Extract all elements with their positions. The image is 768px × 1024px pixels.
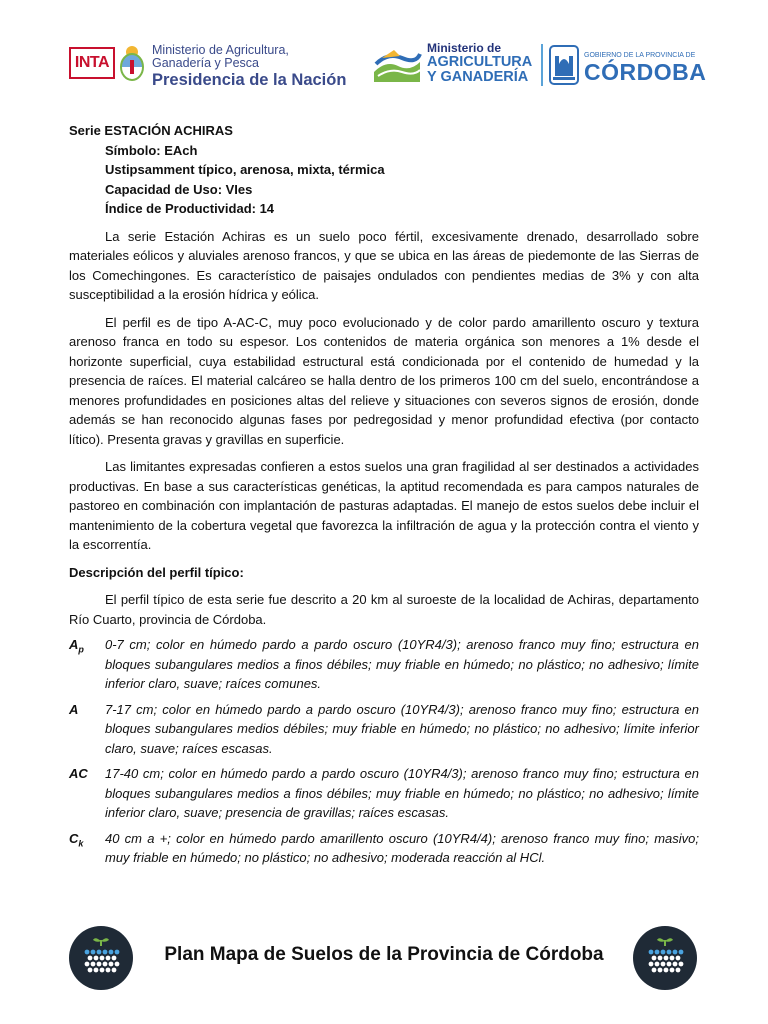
ministerio-nacion-line1: Ministerio de Agricultura, bbox=[152, 43, 289, 57]
horizon-label: AC bbox=[69, 766, 88, 781]
footer bbox=[0, 920, 768, 1000]
serie-title: Serie ESTACIÓN ACHIRAS bbox=[69, 123, 233, 138]
cordoba-cathedral-icon bbox=[547, 44, 581, 86]
presidencia-label: Presidencia de la Nación bbox=[152, 71, 347, 89]
horizon-ck bbox=[69, 829, 699, 868]
horizon-a bbox=[69, 700, 699, 759]
profile-intro: El perfil típico de esta serie fue descrito a 20 km al suroeste de la localidad de Achiras, departamento Río Cuarto, provincia de Córdoba. bbox=[69, 592, 699, 627]
paragraph-descripcion: La serie Estación Achiras es un suelo poco fértil, excesivamente drenado, desarrollado sobre materiales eólicos y aluviales arenoso francos, y que se ubica en las áreas de piedemonte de las Sierras de los Comechingones. Es característico de paisajes ondulados con pendientes medias de 3% y con alta susceptibilidad a la erosión hídrica y eólica. bbox=[69, 228, 699, 302]
paragraph-limitantes: Las limitantes expresadas confieren a estos suelos una gran fragilidad al ser destinados a actividades productivas. En base a sus características genéticas, la aptitud recomendada es para campos naturales de pastoreo en combinación con implantación de pasturas adaptadas. El manejo de estos suelos debe incluir el mantenimiento de la cobertura vegetal que favorezca la infiltración de agua y la protección contra el viento y la escorrentía. bbox=[69, 459, 699, 552]
gobierno-label: GOBIERNO DE LA PROVINCIA DE bbox=[584, 52, 696, 59]
inta-logo bbox=[69, 47, 115, 79]
paragraph-perfil: El perfil es de tipo A-AC-C, muy poco evolucionado y de color pardo amarillento oscuro y textura arenoso franca en todo su espesor. Los contenidos de materia orgánica son menores a 1% desde el horizonte superficial, cuya estabilidad estructural está condicionada por el contenido de humedad y la presencia de raíces. El material calcáreo se halla dentro de los primeros 100 cm del suelo, encontrándose a menores profundidades en posiciones altas del relieve y situaciones con severos signos de erosión, donde además se han reconocido algunas fases por pedregosidad y menor profundidad efectiva (por contacto lítico). Presenta gravas y gravillas en superficie. bbox=[69, 314, 699, 447]
inta-logo-text: INTA bbox=[74, 54, 110, 71]
horizon-label: $C_k$ bbox=[69, 830, 84, 849]
ministerio-agricultura-line1: Ministerio de bbox=[427, 41, 502, 55]
ministerio-agricultura-line3: Y GANADERÍA bbox=[427, 69, 529, 85]
soil-plan-badge-left bbox=[69, 926, 133, 990]
horizon-description: 40 cm a +; color en húmedo pardo amarillento oscuro (10YR4/4); arenoso franco muy fino; masivo; muy friable en húmedo; no plástico; no adhesivo; moderada reacción al HCl. bbox=[105, 830, 699, 865]
horizon-label: A bbox=[69, 701, 79, 717]
document-body bbox=[69, 121, 699, 868]
horizon-description: 0-7 cm; color en húmedo pardo a pardo oscuro (10YR4/3); arenoso franco muy fino; estructura en bloques subangulares medios a finos débiles; muy friable en húmedo; no plástico; no adhesivo; límite inferior claro, suave; raíces comunes. bbox=[105, 637, 699, 691]
section-title: Descripción del perfil típico: bbox=[69, 564, 244, 580]
agricultura-landscape-icon bbox=[372, 46, 422, 84]
horizon-description: 17-40 cm; color en húmedo pardo a pardo oscuro (10YR4/3); arenoso franco muy fino; estructura en bloques subangulares medios a finos débiles; muy friable en húmedo; no plástico; no adhesivo; límite inferior claro, suave; presencia de gravillas; raíces escasas. bbox=[105, 766, 699, 820]
ministerio-agricultura-logo bbox=[427, 42, 542, 85]
horizon-ap bbox=[69, 635, 699, 694]
gobierno-cordoba-logo bbox=[584, 51, 707, 85]
argentina-coat-of-arms-icon bbox=[117, 44, 147, 82]
taxonomia-line: Ustipsamment típico, arenosa, mixta, térmica bbox=[105, 162, 385, 177]
simbolo-line: Símbolo: EAch bbox=[105, 142, 198, 158]
horizon-description: 7-17 cm; color en húmedo pardo a pardo oscuro (10YR4/3); arenoso franco muy fino; estructura en bloques subangulares medios débiles; muy friable en húmedo; no plástico; no adhesivo; límite inferior claro, suave; raíces escasas. bbox=[105, 701, 699, 756]
cordoba-label: CÓRDOBA bbox=[584, 59, 707, 85]
soil-sprout-icon bbox=[69, 926, 133, 990]
header bbox=[0, 0, 768, 110]
header-divider bbox=[541, 44, 543, 86]
footer-title: Plan Mapa de Suelos de la Provincia de Córdoba bbox=[164, 944, 604, 965]
horizon-ac bbox=[69, 764, 699, 823]
ministerio-nacion-line2: Ganadería y Pesca bbox=[152, 56, 260, 70]
ministerio-agricultura-line2: AGRICULTURA bbox=[427, 54, 533, 70]
horizon-label: $A_p$ bbox=[69, 637, 84, 655]
indice-line: Índice de Productividad: 14 bbox=[105, 201, 275, 216]
capacidad-line: Capacidad de Uso: VIes bbox=[105, 181, 253, 197]
soil-sprout-icon bbox=[633, 926, 697, 990]
soil-plan-badge-right bbox=[633, 926, 697, 990]
ministerio-nacion-logo bbox=[152, 44, 367, 90]
